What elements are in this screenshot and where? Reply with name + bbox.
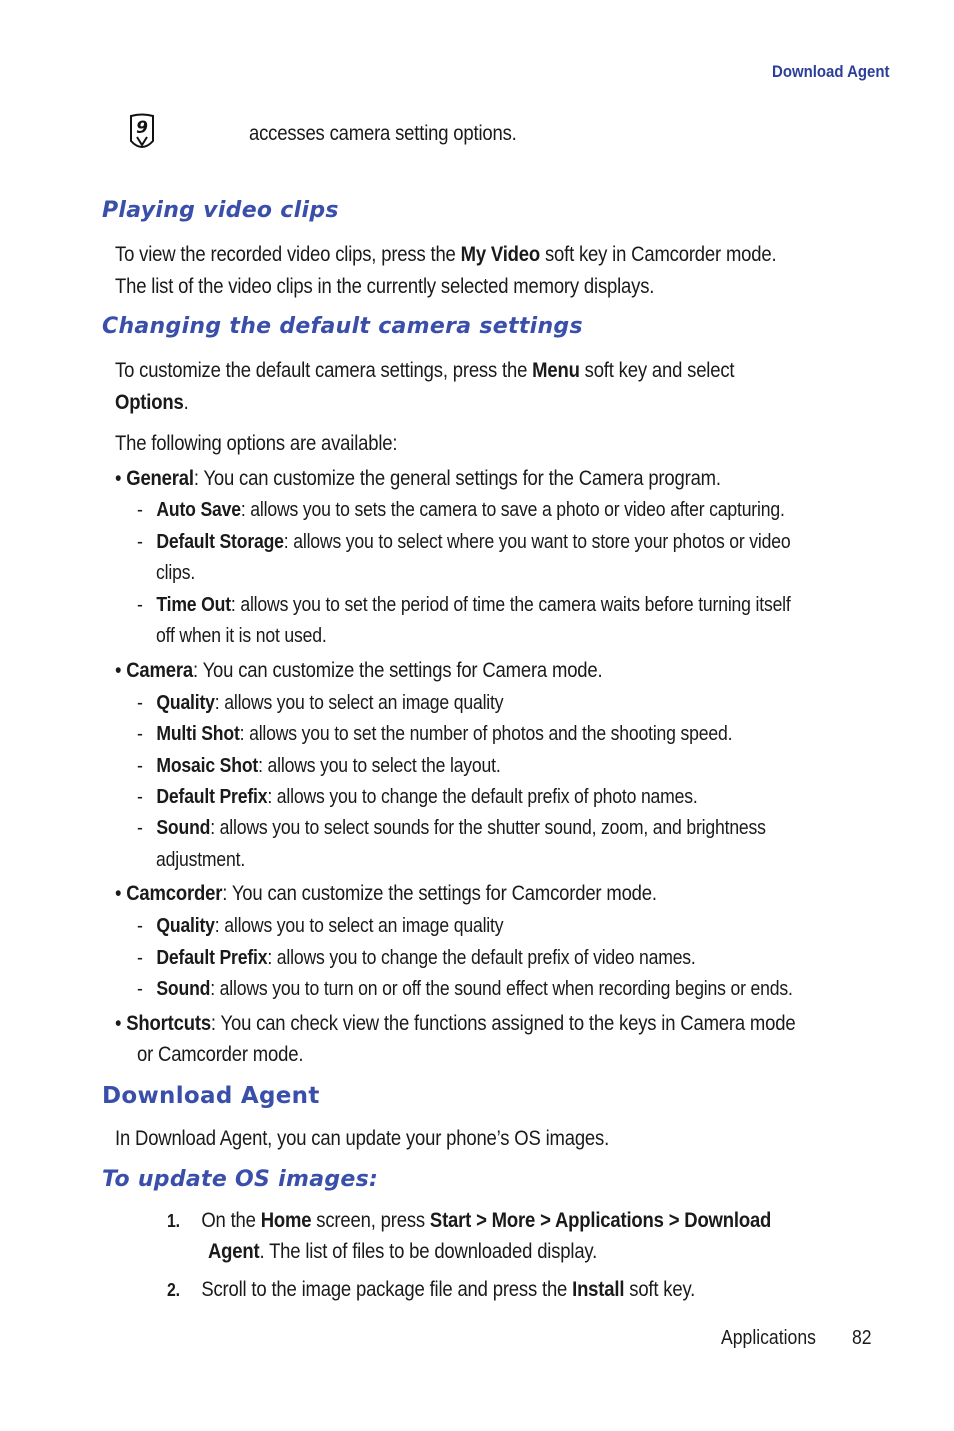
sub-item-text: : allows you to select an image quality	[214, 915, 504, 937]
list-item-continuation: or Camcorder mode.	[137, 1043, 304, 1066]
sub-item-default-storage	[137, 526, 791, 558]
text-run: soft key and select	[579, 359, 735, 382]
section-heading-playing-video-clips: Playing video clips	[102, 198, 339, 223]
dash: -	[137, 594, 143, 616]
sub-item-text: : allows you to sets the camera to save a photo or video after capturing.	[240, 499, 785, 521]
options-intro: The following options are available:	[115, 432, 398, 455]
sub-item-time-out	[137, 589, 791, 621]
dash: -	[137, 692, 143, 714]
running-header: Download Agent	[771, 62, 889, 81]
sub-item-label: Sound	[156, 978, 211, 1000]
step-number: 1.	[167, 1211, 180, 1231]
sub-item-label: Quality	[156, 915, 215, 937]
sub-item-label: Auto Save	[156, 499, 241, 521]
sub-item-default-prefix	[137, 781, 698, 813]
sub-item-text: : allows you to change the default prefix of photo names.	[267, 786, 698, 808]
sub-item-sound	[137, 812, 766, 844]
option-text: : You can check view the functions assigned to the keys in Camera mode	[210, 1012, 796, 1035]
sub-item-label: Time Out	[156, 594, 231, 616]
sub-item-default-prefix	[137, 942, 696, 974]
option-text: : You can customize the general settings for the Camera program.	[193, 467, 721, 490]
options-menu-item: Options	[115, 391, 184, 414]
playing-paragraph-line-2: The list of the video clips in the currently selected memory displays.	[115, 275, 655, 298]
sub-item-auto-save	[137, 494, 785, 526]
sub-item-continuation: off when it is not used.	[156, 625, 327, 647]
text-run: .	[183, 391, 189, 414]
option-text: : You can customize the settings for Camcorder mode.	[222, 882, 657, 905]
sub-item-text: : allows you to select where you want to store your photos or video	[283, 531, 791, 553]
text-run: Scroll to the image package file and press the	[201, 1278, 573, 1301]
section-heading-download-agent: Download Agent	[102, 1083, 320, 1109]
sub-item-text: : allows you to set the period of time the camera waits before turning itself	[230, 594, 791, 616]
sub-item-text: : allows you to select sounds for the shutter sound, zoom, and brightness	[210, 817, 766, 839]
download-agent-paragraph: In Download Agent, you can update your phone’s OS images.	[115, 1127, 610, 1150]
section-heading-update-os-images: To update OS images:	[102, 1167, 379, 1192]
svg-text:9: 9	[136, 118, 148, 138]
sub-item-label: Default Prefix	[156, 947, 268, 969]
sub-item-multi-shot	[137, 718, 732, 750]
bullet: •	[115, 467, 122, 490]
section-heading-changing-camera-settings: Changing the default camera settings	[102, 314, 583, 339]
menu-path: Start > More > Applications > Download	[429, 1209, 772, 1232]
sub-item-quality	[137, 910, 503, 942]
camera-setting-key-description: accesses camera setting options.	[249, 122, 517, 145]
text-run: soft key in Camcorder mode.	[539, 243, 777, 266]
page-number: 82	[852, 1327, 872, 1349]
step-number: 2.	[167, 1280, 180, 1300]
dash: -	[137, 723, 143, 745]
list-item-shortcuts	[115, 1008, 795, 1040]
sub-item-label: Default Storage	[156, 531, 284, 553]
dash: -	[137, 978, 143, 1000]
home-screen-label: Home	[260, 1209, 312, 1232]
menu-softkey: Menu	[532, 359, 580, 382]
option-label: General	[126, 467, 194, 490]
text-run: To view the recorded video clips, press the	[115, 243, 461, 266]
option-text: : You can customize the settings for Camera mode.	[193, 659, 603, 682]
dash: -	[137, 817, 143, 839]
dash: -	[137, 755, 143, 777]
bullet: •	[115, 1012, 122, 1035]
text-run: On the	[201, 1209, 261, 1232]
step-2	[167, 1274, 695, 1306]
sub-item-label: Mosaic Shot	[156, 755, 259, 777]
nine-key-icon	[128, 113, 156, 151]
option-label: Shortcuts	[126, 1012, 211, 1035]
bullet: •	[115, 659, 122, 682]
list-item-general	[115, 463, 721, 495]
changing-paragraph-line-1	[115, 355, 734, 387]
step-1-line-2	[208, 1236, 597, 1268]
dash: -	[137, 499, 143, 521]
sub-item-text: : allows you to change the default prefix of video names.	[267, 947, 696, 969]
footer-section-name: Applications	[721, 1327, 816, 1349]
install-softkey: Install	[572, 1278, 625, 1301]
my-video-softkey: My Video	[460, 243, 540, 266]
text-run: soft key.	[624, 1278, 696, 1301]
sub-item-mosaic-shot	[137, 750, 501, 782]
sub-item-label: Multi Shot	[156, 723, 240, 745]
list-item-camera	[115, 655, 602, 687]
sub-item-text: : allows you to select an image quality	[214, 692, 504, 714]
step-1-line-1	[167, 1205, 771, 1237]
dash: -	[137, 786, 143, 808]
sub-item-continuation: adjustment.	[156, 849, 246, 871]
sub-item-text: : allows you to set the number of photos and the shooting speed.	[239, 723, 733, 745]
sub-item-label: Sound	[156, 817, 211, 839]
playing-paragraph-line-1	[115, 239, 776, 271]
sub-item-label: Default Prefix	[156, 786, 268, 808]
dash: -	[137, 947, 143, 969]
dash: -	[137, 531, 143, 553]
option-label: Camera	[126, 659, 194, 682]
sub-item-sound	[137, 973, 793, 1005]
sub-item-label: Quality	[156, 692, 215, 714]
bullet: •	[115, 882, 122, 905]
sub-item-text: : allows you to select the layout.	[258, 755, 501, 777]
sub-item-quality	[137, 687, 503, 719]
text-run: screen, press	[311, 1209, 430, 1232]
dash: -	[137, 915, 143, 937]
menu-path-end: Agent	[208, 1240, 260, 1263]
changing-paragraph-line-2	[115, 387, 189, 419]
text-run: To customize the default camera settings, press the	[115, 359, 533, 382]
sub-item-text: : allows you to turn on or off the sound effect when recording begins or ends.	[210, 978, 793, 1000]
text-run: . The list of files to be downloaded display.	[259, 1240, 598, 1263]
list-item-camcorder	[115, 878, 657, 910]
option-label: Camcorder	[126, 882, 223, 905]
sub-item-continuation: clips.	[156, 562, 196, 584]
